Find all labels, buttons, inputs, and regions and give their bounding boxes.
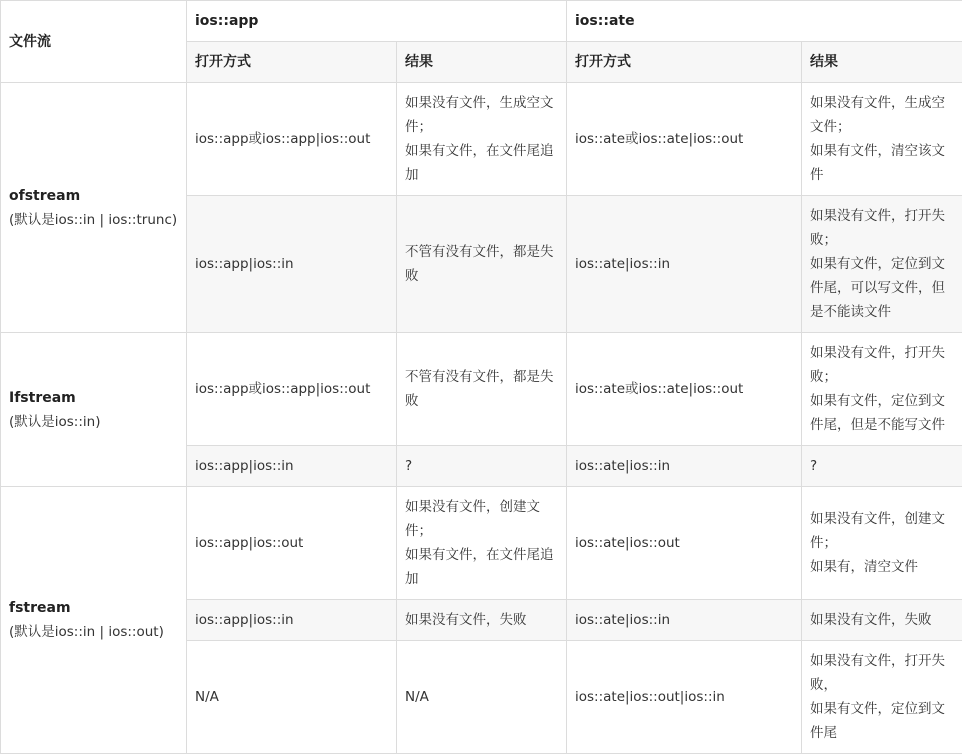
table-cell: 如果没有文件，打开失败； 如果有文件，定位到文件尾，可以写文件，但是不能读文件 <box>802 196 962 333</box>
table-cell: ios::ate|ios::in <box>567 196 802 333</box>
header-app-open-mode: 打开方式 <box>187 42 397 83</box>
table-cell: N/A <box>187 641 397 754</box>
stream-name-ifstream: Ifstream <box>9 389 76 406</box>
table-cell: ? <box>802 446 962 487</box>
table-cell: ios::app或ios::app|ios::out <box>187 83 397 196</box>
stream-cell-ifstream <box>1 333 187 487</box>
table-cell: 如果没有文件，创建文件； 如果有，清空文件 <box>802 487 962 600</box>
table-cell: ios::ate|ios::in <box>567 446 802 487</box>
table-cell: 如果没有文件，打开失败； 如果有文件，定位到文件尾，但是不能写文件 <box>802 333 962 446</box>
table-cell: ios::app|ios::in <box>187 446 397 487</box>
table-cell: 不管有没有文件，都是失败 <box>397 333 567 446</box>
table-cell: ios::app或ios::app|ios::out <box>187 333 397 446</box>
header-stream-col: 文件流 <box>1 1 187 83</box>
stream-name-ofstream: ofstream <box>9 187 81 204</box>
stream-default-ofstream: (默认是ios::in | ios::trunc) <box>9 211 178 228</box>
table-cell: ios::app|ios::in <box>187 600 397 641</box>
header-ate-group: ios::ate <box>567 1 962 42</box>
table-cell: ios::app|ios::in <box>187 196 397 333</box>
stream-cell-ofstream <box>1 83 187 333</box>
table-cell: ? <box>397 446 567 487</box>
table-cell: 如果没有文件，生成空文件； 如果有文件，在文件尾追加 <box>397 83 567 196</box>
table-cell: N/A <box>397 641 567 754</box>
table-cell: 如果没有文件，打开失败， 如果有文件，定位到文件尾 <box>802 641 962 754</box>
table-cell: 如果没有文件，失败 <box>397 600 567 641</box>
table-cell: 如果没有文件，生成空文件； 如果有文件，清空该文件 <box>802 83 962 196</box>
stream-default-fstream: (默认是ios::in | ios::out) <box>9 624 164 640</box>
table-cell: ios::ate或ios::ate|ios::out <box>567 83 802 196</box>
table-cell: ios::ate|ios::out <box>567 487 802 600</box>
stream-default-ifstream: (默认是ios::in) <box>9 413 101 430</box>
header-app-result: 结果 <box>397 42 567 83</box>
header-app-group: ios::app <box>187 1 567 42</box>
table-cell: 不管有没有文件，都是失败 <box>397 196 567 333</box>
table-cell: 如果没有文件，失败 <box>802 600 962 641</box>
header-ate-open-mode: 打开方式 <box>567 42 802 83</box>
header-ate-result: 结果 <box>802 42 962 83</box>
table-cell: 如果没有文件，创建文件； 如果有文件，在文件尾追加 <box>397 487 567 600</box>
stream-name-fstream: fstream <box>9 600 71 616</box>
table-cell: ios::app|ios::out <box>187 487 397 600</box>
table-cell: ios::ate|ios::in <box>567 600 802 641</box>
table-cell: ios::ate|ios::out|ios::in <box>567 641 802 754</box>
table-cell: ios::ate或ios::ate|ios::out <box>567 333 802 446</box>
stream-cell-fstream <box>1 487 187 754</box>
